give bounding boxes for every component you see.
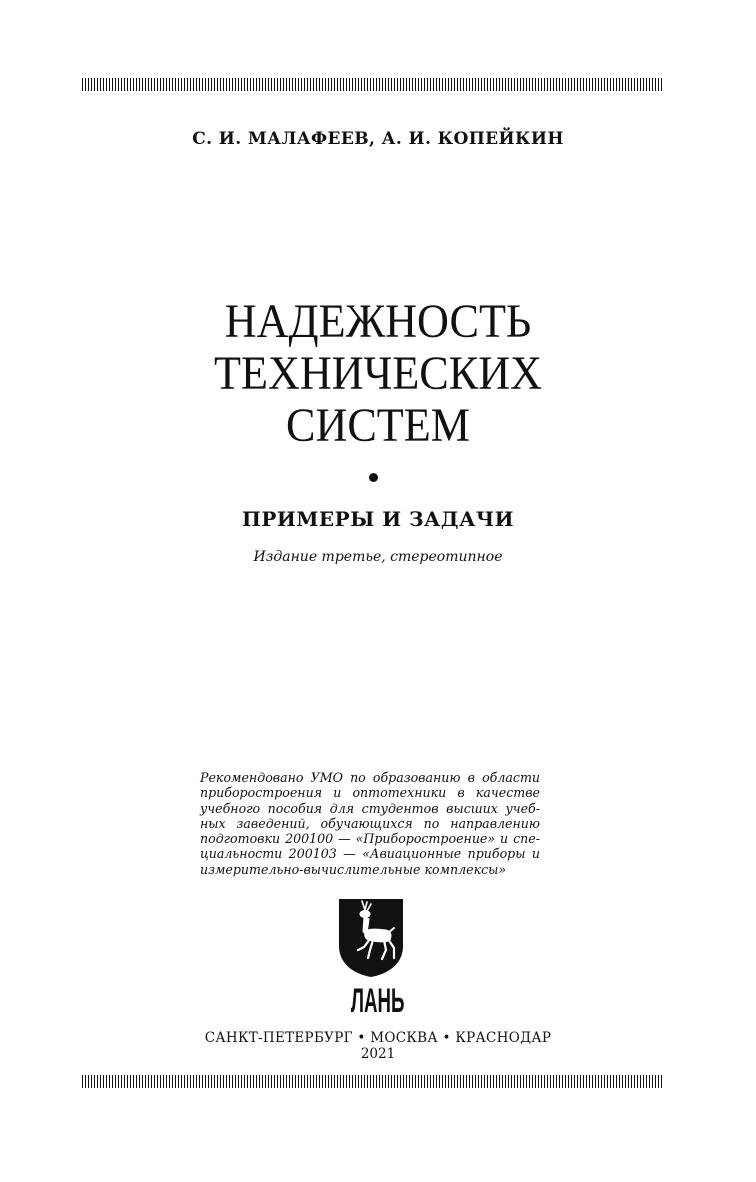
publication-year: 2021 <box>360 1046 396 1062</box>
publisher-logo-text: ЛАНЬ <box>351 982 405 1020</box>
recommendation-line: приборостроения и оптотехники в качестве <box>200 785 540 801</box>
authors: С. И. МАЛАФЕЕВ, А. И. КОПЕЙКИН <box>192 129 564 149</box>
bullet-separator <box>369 473 378 482</box>
bottom-decorative-rule <box>82 1075 664 1088</box>
publisher-cities: САНКТ-ПЕТЕРБУРГ • МОСКВА • КРАСНОДАР <box>204 1030 552 1046</box>
recommendation-line: Рекомендовано УМО по образованию в области <box>200 770 540 785</box>
title-line: ТЕХНИЧЕСКИХ <box>213 347 542 400</box>
publisher-deer-logo-icon <box>338 898 404 978</box>
recommendation-line: циальности 200103 — «Авиационные приборы и <box>200 846 540 862</box>
recommendation-line: учебного пособия для студентов высших учеб- <box>200 800 540 816</box>
title-line: СИСТЕМ <box>285 399 470 452</box>
recommendation-line: измерительно-вычислительные комплексы» <box>200 861 507 877</box>
top-decorative-rule <box>82 78 664 91</box>
title-line: НАДЕЖНОСТЬ <box>224 295 532 348</box>
recommendation-line: подготовки 200100 — «Приборостроение» и спе- <box>200 831 540 847</box>
recommendation-text <box>200 770 540 877</box>
edition-note: Издание третье, стереотипное <box>253 549 503 565</box>
subtitle: ПРИМЕРЫ И ЗАДАЧИ <box>241 507 515 531</box>
recommendation-line: ных заведений, обучающихся по направлению <box>200 815 540 831</box>
book-title <box>0 296 756 452</box>
